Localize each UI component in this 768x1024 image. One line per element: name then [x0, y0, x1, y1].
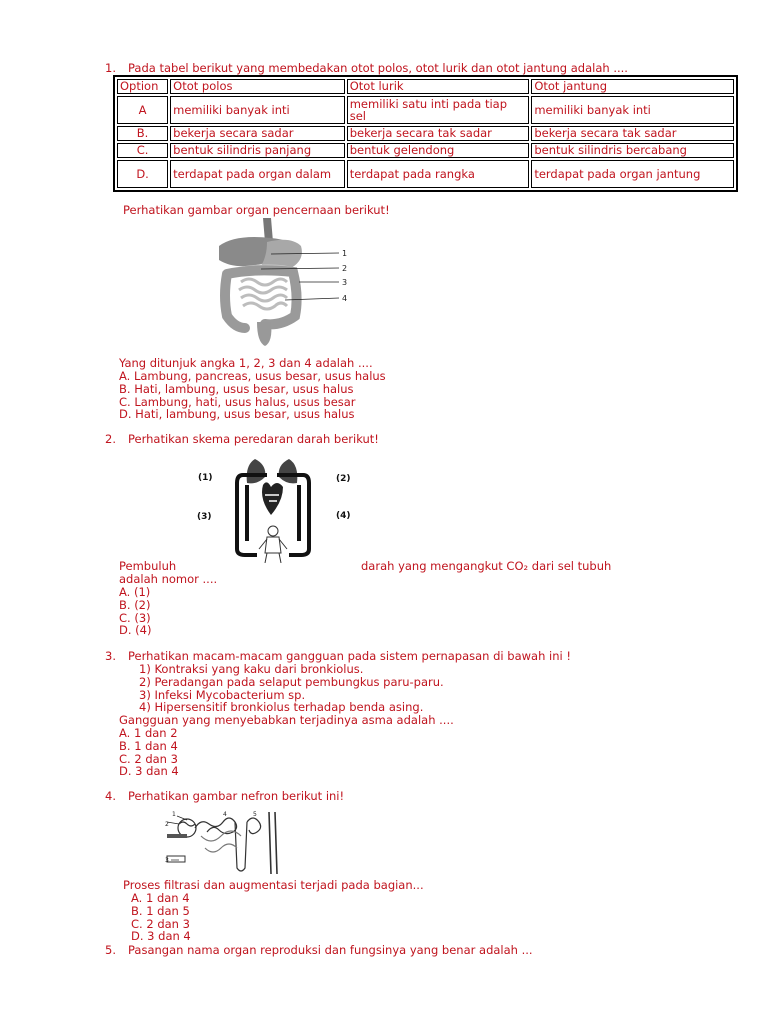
table-cell: bekerja secara sadar [170, 126, 345, 141]
q5-number: 5. [105, 943, 116, 957]
list-item: A. Lambung, pancreas, usus besar, usus halus [119, 369, 386, 383]
table-row [117, 126, 734, 141]
table-cell: bentuk silindris bercabang [531, 143, 734, 158]
table-header-cell: Option [117, 79, 168, 94]
digestive-system-figure [205, 216, 355, 351]
list-item: A. 1 dan 4 [131, 891, 190, 905]
list-item: D. (4) [119, 623, 152, 638]
table-cell: bekerja secara tak sadar [347, 126, 530, 141]
digestive-label: 3 [342, 278, 348, 287]
table-header-cell: Otot lurik [347, 79, 530, 94]
q4-text: Perhatikan gambar nefron berikut ini! [128, 789, 345, 803]
table-cell: memiliki banyak inti [170, 96, 345, 124]
table-cell: terdapat pada organ dalam [170, 160, 345, 188]
table-cell: D. [117, 160, 168, 188]
q4-question: Proses filtrasi dan augmentasi terjadi pada bagian... [123, 878, 424, 892]
table-header-cell: Otot jantung [531, 79, 734, 94]
circulation-label: (2) [336, 474, 351, 484]
q2-text: Perhatikan skema peredaran darah berikut! [128, 432, 379, 446]
q5-text: Pasangan nama organ reproduksi dan fungsinya yang benar adalah ... [128, 943, 533, 957]
list-item: A. (1) [119, 585, 151, 599]
list-item: D. 3 dan 4 [119, 764, 179, 779]
q3-number: 3. [105, 649, 116, 663]
digestive-prompt: Perhatikan gambar organ pencernaan berikut! [123, 203, 390, 217]
muscle-comparison-table [113, 75, 738, 192]
circulation-label: (1) [198, 473, 213, 483]
nephron-label: 5 [253, 811, 257, 818]
circulation-label: (3) [197, 512, 212, 522]
list-item: D. Hati, lambung, usus besar, usus halus [119, 407, 355, 422]
q4-number: 4. [105, 789, 116, 803]
q3-text: Perhatikan macam-macam gangguan pada sistem pernapasan di bawah ini ! [128, 649, 571, 663]
digestive-options [119, 370, 386, 421]
q2-question-a: Pembuluh [119, 559, 177, 573]
list-item: D. 3 dan 4 [131, 929, 191, 944]
circulation-figure [193, 455, 363, 563]
nephron-label: 3 [165, 857, 169, 864]
table-cell: bentuk gelendong [347, 143, 530, 158]
table-cell: B. [117, 126, 168, 141]
digestive-question: Yang ditunjuk angka 1, 2, 3 dan 4 adalah .... [119, 356, 373, 370]
q1-text: Pada tabel berikut yang membedakan otot polos, otot lurik dan otot jantung adalah .... [128, 61, 628, 75]
q3-options [119, 727, 179, 778]
table-cell: memiliki satu inti pada tiap sel [347, 96, 530, 124]
q1-number: 1. [105, 61, 116, 75]
list-item: 1) Kontraksi yang kaku dari bronkiolus. [139, 662, 364, 676]
table-cell: terdapat pada rangka [347, 160, 530, 188]
digestive-label: 2 [342, 264, 348, 273]
table-cell: bentuk silindris panjang [170, 143, 345, 158]
list-item: B. Hati, lambung, usus besar, usus halus [119, 381, 354, 396]
q2-question-b: darah yang mengangkut CO₂ dari sel tubuh [361, 559, 612, 573]
table-row [117, 160, 734, 188]
nephron-figure [165, 808, 295, 876]
q3-question: Gangguan yang menyebabkan terjadinya asma adalah .... [119, 713, 454, 727]
q2-number: 2. [105, 432, 116, 446]
table-row [117, 96, 734, 124]
list-item: B. 1 dan 5 [131, 903, 190, 918]
table-row [117, 143, 734, 158]
list-item: 4) Hipersensitif bronkiolus terhadap benda asing. [139, 700, 424, 715]
q2-question-c: adalah nomor .... [119, 572, 218, 586]
list-item: 3) Infeksi Mycobacterium sp. [139, 687, 306, 702]
digestive-label: 1 [342, 249, 348, 258]
table-cell: bekerja secara tak sadar [531, 126, 734, 141]
list-item: C. 2 dan 3 [131, 916, 190, 931]
list-item: C. 2 dan 3 [119, 751, 178, 766]
table-cell: C. [117, 143, 168, 158]
digestive-label: 4 [342, 294, 348, 303]
nephron-label: 1 [172, 811, 176, 818]
table-cell: terdapat pada organ jantung [531, 160, 734, 188]
list-item: B. 1 dan 4 [119, 738, 178, 753]
table-header-row [117, 79, 734, 94]
list-item: A. 1 dan 2 [119, 726, 178, 740]
table-cell: memiliki banyak inti [531, 96, 734, 124]
nephron-label: 2 [165, 821, 169, 828]
nephron-label: 4 [223, 811, 227, 818]
list-item: C. Lambung, hati, usus halus, usus besar [119, 394, 356, 409]
list-item: 2) Peradangan pada selaput pembungkus paru-paru. [139, 674, 444, 689]
circulation-label: (4) [336, 511, 351, 521]
table-cell: A [117, 96, 168, 124]
table-header-cell: Otot polos [170, 79, 345, 94]
list-item: B. (2) [119, 597, 151, 612]
q2-options [119, 586, 151, 637]
list-item: C. (3) [119, 610, 151, 625]
q3-items [139, 663, 444, 714]
q4-options [131, 892, 191, 943]
